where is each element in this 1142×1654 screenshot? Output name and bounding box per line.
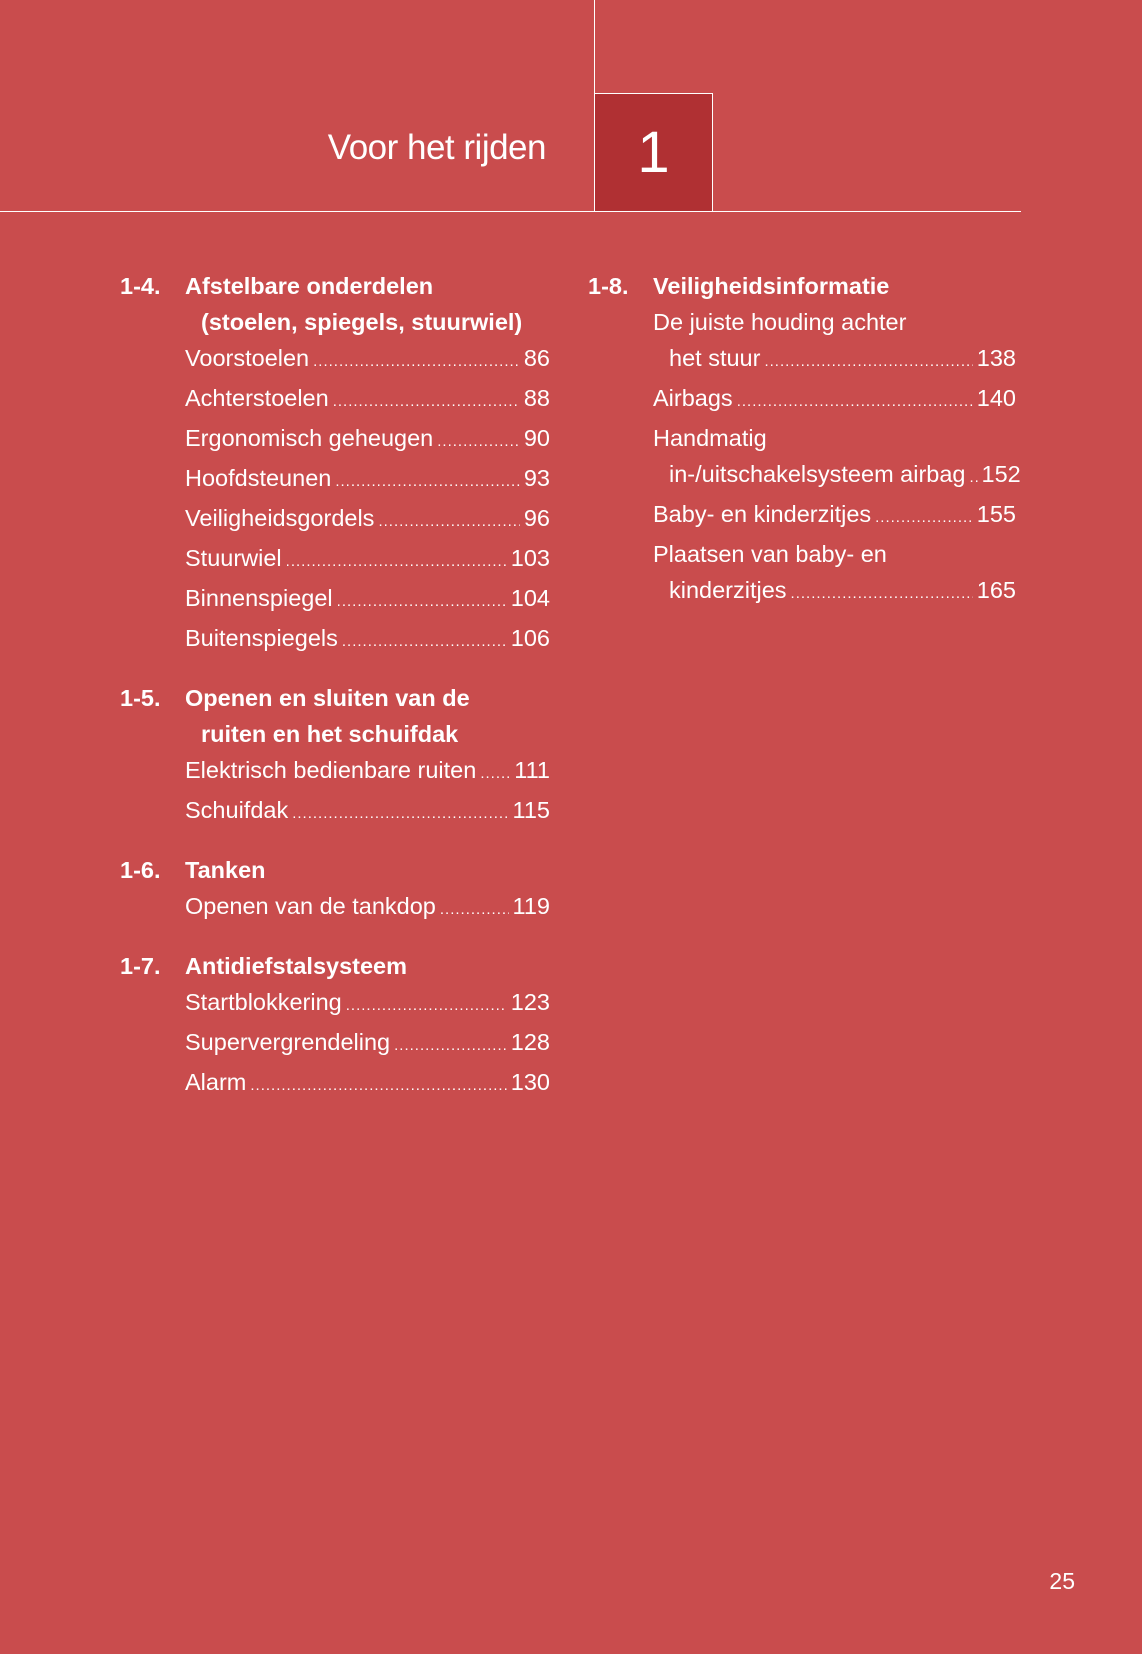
section-title-line1: Afstelbare onderdelen [185,273,434,299]
toc-entry[interactable] [653,380,1016,420]
toc-entry-label: Alarm [185,1069,247,1095]
section-heading [120,852,550,888]
section-title-line2: ruiten en het schuifdak [201,721,459,747]
toc-entry[interactable] [185,340,550,380]
dot-leader [440,892,509,928]
toc-entry-label: Schuifdak [185,797,289,823]
toc-entry-label: Achterstoelen [185,385,329,411]
toc-entry[interactable] [185,380,550,420]
toc-entry-page: 90 [523,425,550,451]
toc-entry-page: 115 [512,797,550,823]
dot-leader [292,796,508,832]
dot-leader [437,424,520,460]
toc-entry-page: 86 [523,345,550,371]
toc-entry-label: Binnenspiegel [185,585,333,611]
toc-entry-label: Openen van de tankdop [185,893,436,919]
section-heading [120,948,550,984]
section-title-line2: (stoelen, spiegels, stuurwiel) [201,309,523,335]
chapter-number: 1 [637,119,670,185]
toc-entry[interactable] [185,460,550,500]
toc-entry-page: 138 [976,345,1016,371]
toc-entry-page: 165 [976,577,1016,603]
dot-leader [378,504,519,540]
toc-entry[interactable] [185,984,550,1024]
dot-leader [970,460,978,496]
section-heading [120,680,550,752]
header-vertical-rule [594,0,595,94]
toc-entry-page: 106 [510,625,550,651]
toc-entry-line[interactable]: Handmatig [653,425,767,451]
toc-entry[interactable] [185,420,550,460]
toc-entry-label: Voorstoelen [185,345,310,371]
section-title: Antidiefstalsysteem [185,953,408,979]
toc-entry-label: Elektrisch bedienbare ruiten [185,757,477,783]
toc-section-1-7 [120,948,550,1104]
section-number: 1-8. [588,273,629,299]
toc-entry[interactable] [653,340,1016,380]
header-horizontal-rule [0,211,1021,212]
toc-entry-label: kinderzitjes [669,577,787,603]
toc-entry-label: Buitenspiegels [185,625,338,651]
section-number: 1-7. [120,953,161,979]
dot-leader [791,576,973,612]
section-title [185,268,550,340]
toc-entry-page: 155 [976,501,1016,527]
section-title-line1: Openen en sluiten van de [185,685,470,711]
toc-entry-page: 140 [976,385,1016,411]
toc-left-column [120,268,550,1124]
toc-entry-page: 128 [510,1029,550,1055]
toc-entry[interactable] [185,540,550,580]
toc-entry-label: Supervergrendeling [185,1029,391,1055]
toc-entry-page: 93 [523,465,550,491]
toc-entry-page: 103 [510,545,550,571]
dot-leader [480,756,510,792]
toc-entry-page: 104 [510,585,550,611]
toc-entry-label: in-/uitschakelsysteem airbag [669,461,966,487]
dot-leader [346,988,507,1024]
toc-entry[interactable] [185,500,550,540]
toc-entry-page: 111 [514,757,550,783]
toc-entry-page: 130 [510,1069,550,1095]
chapter-number-box [594,93,713,211]
toc-entry[interactable] [185,620,550,660]
dot-leader [250,1068,506,1104]
dot-leader [313,344,520,380]
toc-entry[interactable] [653,456,1021,496]
section-title [185,680,550,752]
section-number: 1-6. [120,857,161,883]
toc-entry-page: 96 [523,505,550,531]
toc-entry-label: Airbags [653,385,733,411]
section-title: Veiligheidsinformatie [653,273,890,299]
chapter-title: Voor het rijden [327,128,546,167]
toc-entry-label: Veiligheidsgordels [185,505,375,531]
toc-entry[interactable] [185,888,550,928]
page-number: 25 [1049,1568,1075,1594]
toc-entry-label: Hoofdsteunen [185,465,332,491]
section-title: Tanken [185,857,266,883]
toc-entry-label: het stuur [669,345,761,371]
dot-leader [342,624,507,660]
section-heading [120,268,550,340]
dot-leader [875,500,973,536]
toc-entry[interactable] [185,580,550,620]
toc-section-1-8 [588,268,1021,612]
toc-entry-page: 123 [510,989,550,1015]
toc-section-1-4 [120,268,550,660]
dot-leader [337,584,507,620]
toc-entry-line[interactable]: De juiste houding achter [653,309,907,335]
section-number: 1-5. [120,685,161,711]
toc-entry-label: Stuurwiel [185,545,282,571]
toc-entry-page: 119 [512,893,550,919]
toc-entry-label: Baby- en kinderzitjes [653,501,872,527]
toc-entry[interactable] [653,496,1016,536]
dot-leader [286,544,507,580]
toc-section-1-6 [120,852,550,928]
toc-entry-label: Ergonomisch geheugen [185,425,434,451]
section-number: 1-4. [120,273,161,299]
dot-leader [335,464,520,500]
toc-right-column [588,268,1021,632]
toc-entry-label: Startblokkering [185,989,342,1015]
toc-entry-page: 152 [981,461,1021,487]
toc-entry-page: 88 [523,385,550,411]
toc-entry[interactable] [185,792,550,832]
toc-section-1-5 [120,680,550,832]
dot-leader [394,1028,507,1064]
toc-entry-line[interactable]: Plaatsen van baby- en [653,541,887,567]
dot-leader [333,384,520,420]
toc-entry[interactable] [185,752,550,792]
dot-leader [737,384,973,420]
section-heading [588,268,1016,304]
toc-entry[interactable] [653,572,1016,612]
dot-leader [764,344,972,380]
toc-entry[interactable] [185,1064,550,1104]
toc-entry[interactable] [185,1024,550,1064]
